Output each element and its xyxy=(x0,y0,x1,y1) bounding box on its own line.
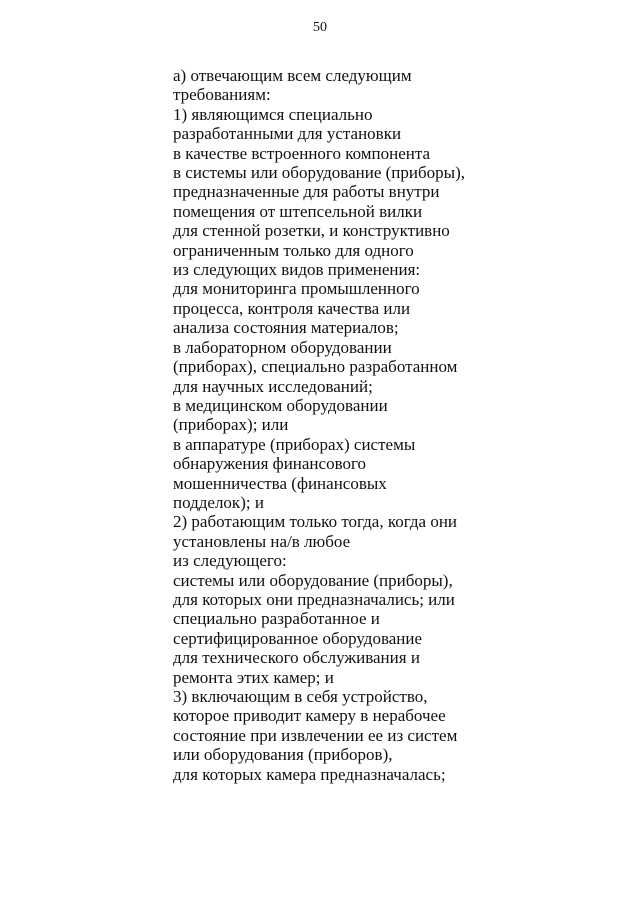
text-line: в системы или оборудование (приборы), xyxy=(173,163,465,183)
text-line: (приборах); или xyxy=(173,415,289,435)
text-line: для научных исследований; xyxy=(173,376,373,396)
text-line: состояние при извлечении ее из систем xyxy=(173,725,458,745)
text-line: мошенничества (финансовых xyxy=(173,473,387,493)
text-line: или оборудования (приборов), xyxy=(173,745,393,765)
text-line: 3) включающим в себя устройство, xyxy=(173,687,428,706)
text-line: разработанными для установки xyxy=(173,124,402,144)
document-body xyxy=(173,66,633,784)
text-line: для которых они предназначались; или xyxy=(173,589,455,609)
text-line: специально разработанное и xyxy=(173,609,380,629)
text-line: для технического обслуживания и xyxy=(173,648,420,668)
text-line: (приборах), специально разработанном xyxy=(173,357,458,377)
text-line: обнаружения финансового xyxy=(173,454,367,474)
text-line: сертифицированное оборудование xyxy=(173,628,423,648)
text-line: 2) работающим только тогда, когда они xyxy=(173,512,458,532)
text-line: для мониторинга промышленного xyxy=(173,279,420,299)
text-line: ремонта этих камер; и xyxy=(173,667,334,687)
text-line: процесса, контроля качества или xyxy=(173,298,411,318)
text-line: предназначенные для работы внутри xyxy=(173,182,440,202)
text-line: а) отвечающим всем следующим xyxy=(173,66,412,85)
text-line: подделок); и xyxy=(173,492,264,512)
text-line: в аппаратуре (приборах) системы xyxy=(173,434,416,454)
text-line: в качестве встроенного компонента xyxy=(173,143,431,163)
text-line: в лабораторном оборудовании xyxy=(173,337,392,357)
text-line: из следующих видов применения: xyxy=(173,260,421,280)
text-line: установлены на/в любое xyxy=(173,531,351,551)
text-line: ограниченным только для одного xyxy=(173,240,414,260)
text-line: для которых камера предназначалась; xyxy=(173,764,446,784)
text-line: анализа состояния материалов; xyxy=(173,318,399,338)
text-line: требованиям: xyxy=(173,85,271,105)
text-line: из следующего: xyxy=(173,551,287,571)
text-line: в медицинском оборудовании xyxy=(173,395,388,415)
text-line: которое приводит камеру в нерабочее xyxy=(173,706,446,726)
text-line: системы или оборудование (приборы), xyxy=(173,570,453,590)
text-line: 1) являющимся специально xyxy=(173,104,373,124)
text-line: для стенной розетки, и конструктивно xyxy=(173,221,450,241)
text-line: помещения от штепсельной вилки xyxy=(173,201,423,221)
page-number: 50 xyxy=(313,20,327,35)
